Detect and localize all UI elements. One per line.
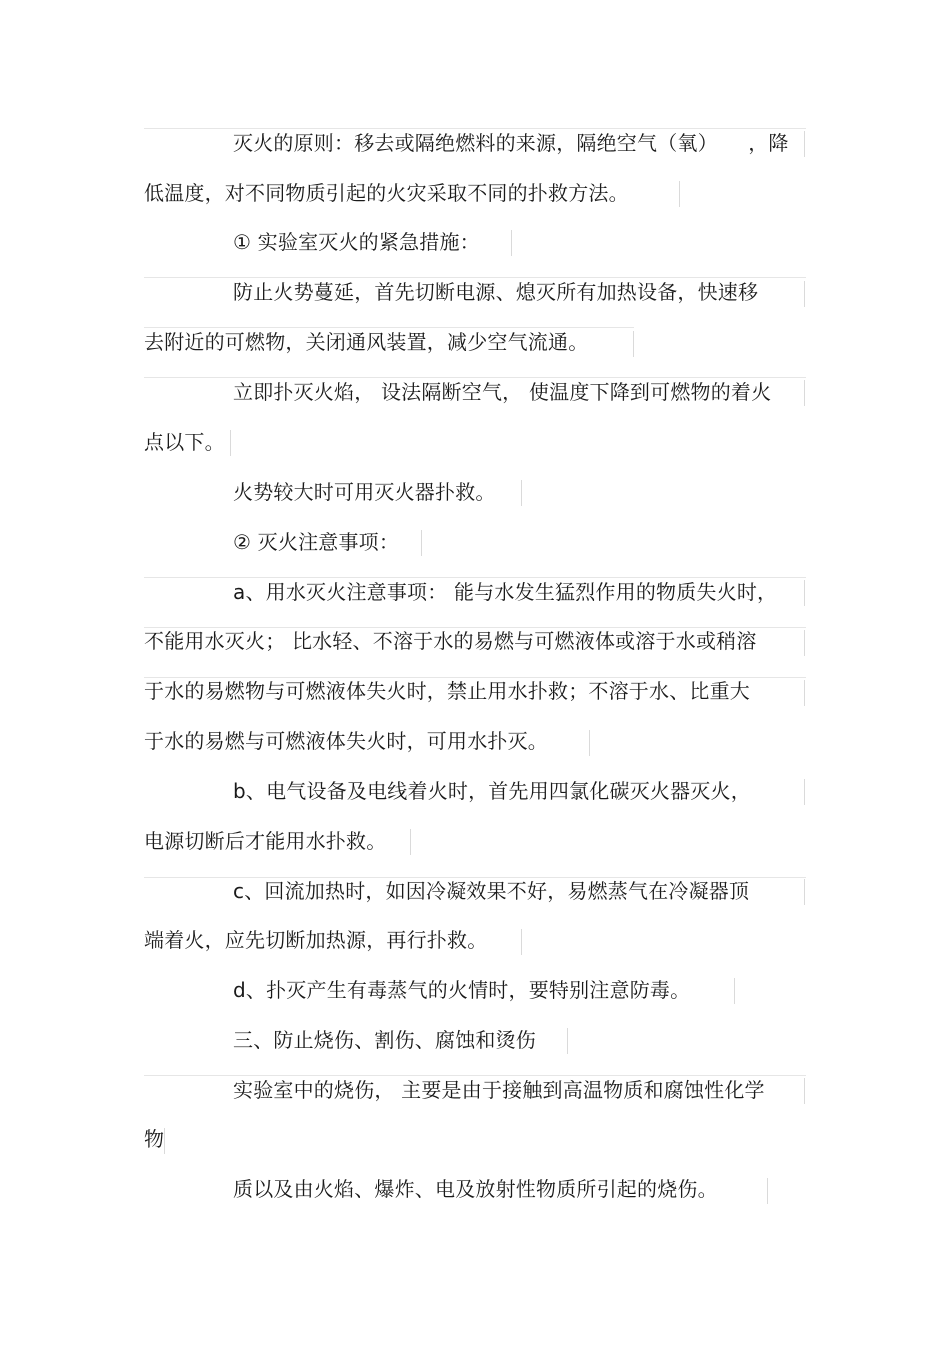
paragraph-line: 火势较大时可用灭火器扑救。 xyxy=(233,480,496,504)
paragraph-line: 端着火，应先切断加热源，再行扑救。 xyxy=(144,928,488,952)
guide-line xyxy=(804,380,805,406)
guide-line xyxy=(804,630,805,656)
guide-line xyxy=(567,1028,568,1054)
guide-line xyxy=(633,331,634,357)
section-heading: 三、防止烧伤、割伤、腐蚀和烫伤 xyxy=(233,1028,536,1052)
paragraph-line: 电源切断后才能用水扑救。 xyxy=(144,829,387,853)
guide-line xyxy=(804,281,805,307)
guide-line xyxy=(804,580,805,606)
guide-line xyxy=(521,480,522,506)
paragraph-line: 立即扑灭火焰， 设法隔断空气， 使温度下降到可燃物的着火 xyxy=(233,380,772,404)
paragraph-line: 低温度，对不同物质引起的火灾采取不同的扑救方法。 xyxy=(144,181,629,205)
guide-line xyxy=(511,230,512,256)
paragraph-line: 实验室中的烧伤， 主要是由于接触到高温物质和腐蚀性化学 xyxy=(233,1078,765,1102)
guide-line xyxy=(410,829,411,855)
guide-line xyxy=(804,779,805,805)
section-heading: ① 实验室灭火的紧急措施： xyxy=(233,230,480,254)
paragraph-line: 不能用水灭火； 比水轻、不溶于水的易燃与可燃液体或溶于水或稍溶 xyxy=(144,629,757,653)
guide-line xyxy=(589,730,590,756)
paragraph-line: b、电气设备及电线着火时，首先用四氯化碳灭火器灭火， xyxy=(233,779,751,803)
paragraph-line: a、用水灭火注意事项： 能与水发生猛烈作用的物质失火时， xyxy=(233,580,778,604)
paragraph-line: 于水的易燃物与可燃液体失火时，禁止用水扑救；不溶于水、比重大 xyxy=(144,679,750,703)
guide-line xyxy=(804,680,805,706)
guide-line xyxy=(679,181,680,207)
paragraph-line: 去附近的可燃物，关闭通风装置，减少空气流通。 xyxy=(144,330,589,354)
guide-line xyxy=(734,978,735,1004)
guide-line xyxy=(421,530,422,556)
section-heading: ② 灭火注意事项： xyxy=(233,530,400,554)
paragraph-line: 灭火的原则：移去或隔绝燃料的来源，隔绝空气（氧） ，降 xyxy=(233,131,789,155)
paragraph-line: 质以及由火焰、爆炸、电及放射性物质所引起的烧伤。 xyxy=(233,1177,718,1201)
guide-line xyxy=(804,1078,805,1104)
paragraph-line: c、回流加热时，如因冷凝效果不好，易燃蒸气在冷凝器顶 xyxy=(233,879,750,903)
paragraph-line: 点以下。 xyxy=(144,430,225,454)
paragraph-line: 物 xyxy=(144,1127,165,1151)
guide-line xyxy=(804,879,805,905)
paragraph-line: 于水的易燃与可燃液体失火时，可用水扑灭。 xyxy=(144,729,548,753)
guide-line xyxy=(804,131,805,157)
guide-line xyxy=(230,430,231,456)
guide-line xyxy=(521,929,522,955)
paragraph-line: d、扑灭产生有毒蒸气的火情时，要特别注意防毒。 xyxy=(233,978,691,1002)
guide-line xyxy=(767,1178,768,1204)
paragraph-line: 防止火势蔓延，首先切断电源、熄灭所有加热设备，快速移 xyxy=(233,280,759,304)
